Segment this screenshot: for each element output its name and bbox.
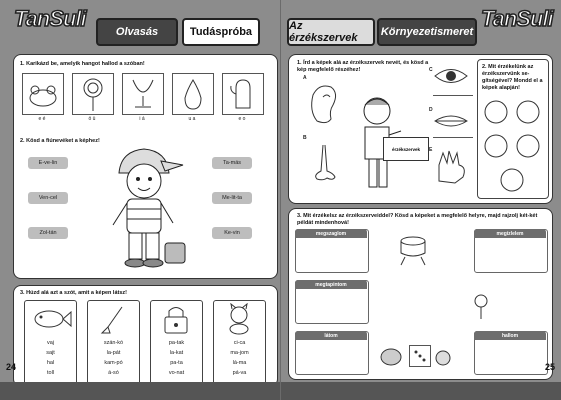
senses-panel-3 [288, 208, 553, 380]
senses-panel-1-2 [288, 54, 553, 204]
question-3: 3. Húzd alá azt a szót, amit a képen látsz! [20, 290, 127, 296]
image-fruit[interactable] [433, 347, 453, 367]
image-hand [433, 147, 469, 185]
answer-line[interactable] [433, 137, 473, 138]
word-card-fish [24, 300, 77, 386]
left-page [0, 0, 280, 400]
word-card-shovel [87, 300, 140, 386]
word-card-padlock [150, 300, 203, 386]
word-option[interactable]: á-só [108, 370, 119, 376]
label-d: D [429, 107, 433, 113]
sense-label: hallom [474, 331, 546, 340]
sense-label: látom [295, 331, 367, 340]
title-tab: Tudáspróba [182, 18, 260, 46]
question-2: 2. Kösd a fiúnevéket a képhez! [20, 138, 100, 144]
name-pill[interactable]: Me-lit-ta [212, 192, 252, 204]
word-option[interactable]: la-pát [106, 350, 121, 356]
image-ear [303, 81, 345, 127]
sense-label: megtapintom [295, 280, 367, 289]
image-ants [22, 73, 64, 115]
boy-illustration [99, 143, 189, 273]
letters-2: ö ü [88, 116, 96, 122]
name-pill[interactable]: Ta-más [212, 157, 252, 169]
exercise-panel-1-2 [13, 54, 278, 279]
label-c: C [429, 67, 433, 73]
exercise-panel-3 [13, 285, 278, 387]
sense-box-taste[interactable] [474, 229, 548, 273]
answer-line[interactable] [433, 95, 473, 96]
image-mouth [433, 111, 469, 131]
right-page [281, 0, 561, 400]
word-option[interactable]: szán-kó [103, 340, 124, 346]
letters-1: e é [38, 116, 46, 122]
subject-tab: Környezetismeret [377, 18, 477, 46]
name-pill[interactable]: Zol-tán [28, 227, 68, 239]
question-3: 3. Mit érzékelsz az érzékszerveiddel? Kösd a képeket a megfelelő helyre, majd rajzolj két-két példát mindenhová! [297, 213, 538, 226]
sense-box-hear[interactable] [474, 331, 548, 375]
word-option[interactable]: kam-pó [104, 360, 123, 366]
word-option[interactable]: la-kat [169, 350, 184, 356]
page-number: 25 [544, 362, 555, 372]
sense-box-smell[interactable] [295, 229, 369, 273]
sense-box-touch[interactable] [295, 280, 369, 324]
image-mitten [222, 73, 264, 115]
question-2: 2. Mit érzékelünk az érzékszervünk se-gítségével? Mondd el a képek alapján! [482, 64, 543, 91]
name-pill[interactable]: Ke-vin [212, 227, 252, 239]
word-option[interactable]: pa-ta [170, 360, 183, 366]
label-a: A [303, 75, 307, 81]
word-option[interactable]: hal [46, 360, 55, 366]
image-flower[interactable] [467, 291, 495, 321]
sense-label: megszaglom [295, 229, 367, 238]
tansuli-logo: TanSuli [14, 6, 86, 31]
letters-3: i á [139, 116, 145, 122]
word-option[interactable]: sajt [46, 350, 55, 356]
sense-box-see[interactable] [295, 331, 369, 375]
question-2-box [477, 59, 549, 199]
page-number: 24 [6, 362, 17, 372]
word-option[interactable]: toll [46, 370, 55, 376]
label-b: B [303, 135, 307, 141]
image-nose [303, 141, 345, 187]
title-tab: Az érzékszervek [287, 18, 375, 46]
word-option[interactable]: ci-ca [233, 340, 246, 346]
image-dice[interactable] [409, 345, 431, 367]
sense-label: megízlelem [474, 229, 546, 238]
word-option[interactable]: lá-ma [232, 360, 247, 366]
word-option[interactable]: pá-va [232, 370, 247, 376]
image-food[interactable] [379, 345, 403, 367]
image-eye [433, 65, 469, 87]
image-glass [122, 73, 164, 115]
subject-tab: Olvasás [96, 18, 178, 46]
name-pill[interactable]: E-ve-lin [28, 157, 68, 169]
tansuli-logo: TanSuli [481, 6, 553, 31]
word-option[interactable]: vo-nat [168, 370, 185, 376]
word-option[interactable]: pa-tak [168, 340, 185, 346]
letters-4: u a [188, 116, 196, 122]
image-pear [172, 73, 214, 115]
word-card-cat [213, 300, 266, 386]
page-curl [0, 382, 280, 400]
question-1: 1. Írd a képek alá az érzékszervek nevét, és kösd a kép megfelelő részéhez! [297, 60, 429, 73]
page-curl [281, 382, 561, 400]
question-1: 1. Karikázd be, amelyik hangot hallod a szóban! [20, 61, 145, 67]
name-pill[interactable]: Ven-cel [28, 192, 68, 204]
letters-5: e o [238, 116, 246, 122]
label-e: E [429, 147, 433, 153]
word-option[interactable]: ma-jom [230, 350, 249, 356]
word-option[interactable]: vaj [46, 340, 55, 346]
image-drum[interactable] [397, 231, 429, 267]
sign-board: érzékszervek [383, 137, 429, 161]
image-lollipop [72, 73, 114, 115]
